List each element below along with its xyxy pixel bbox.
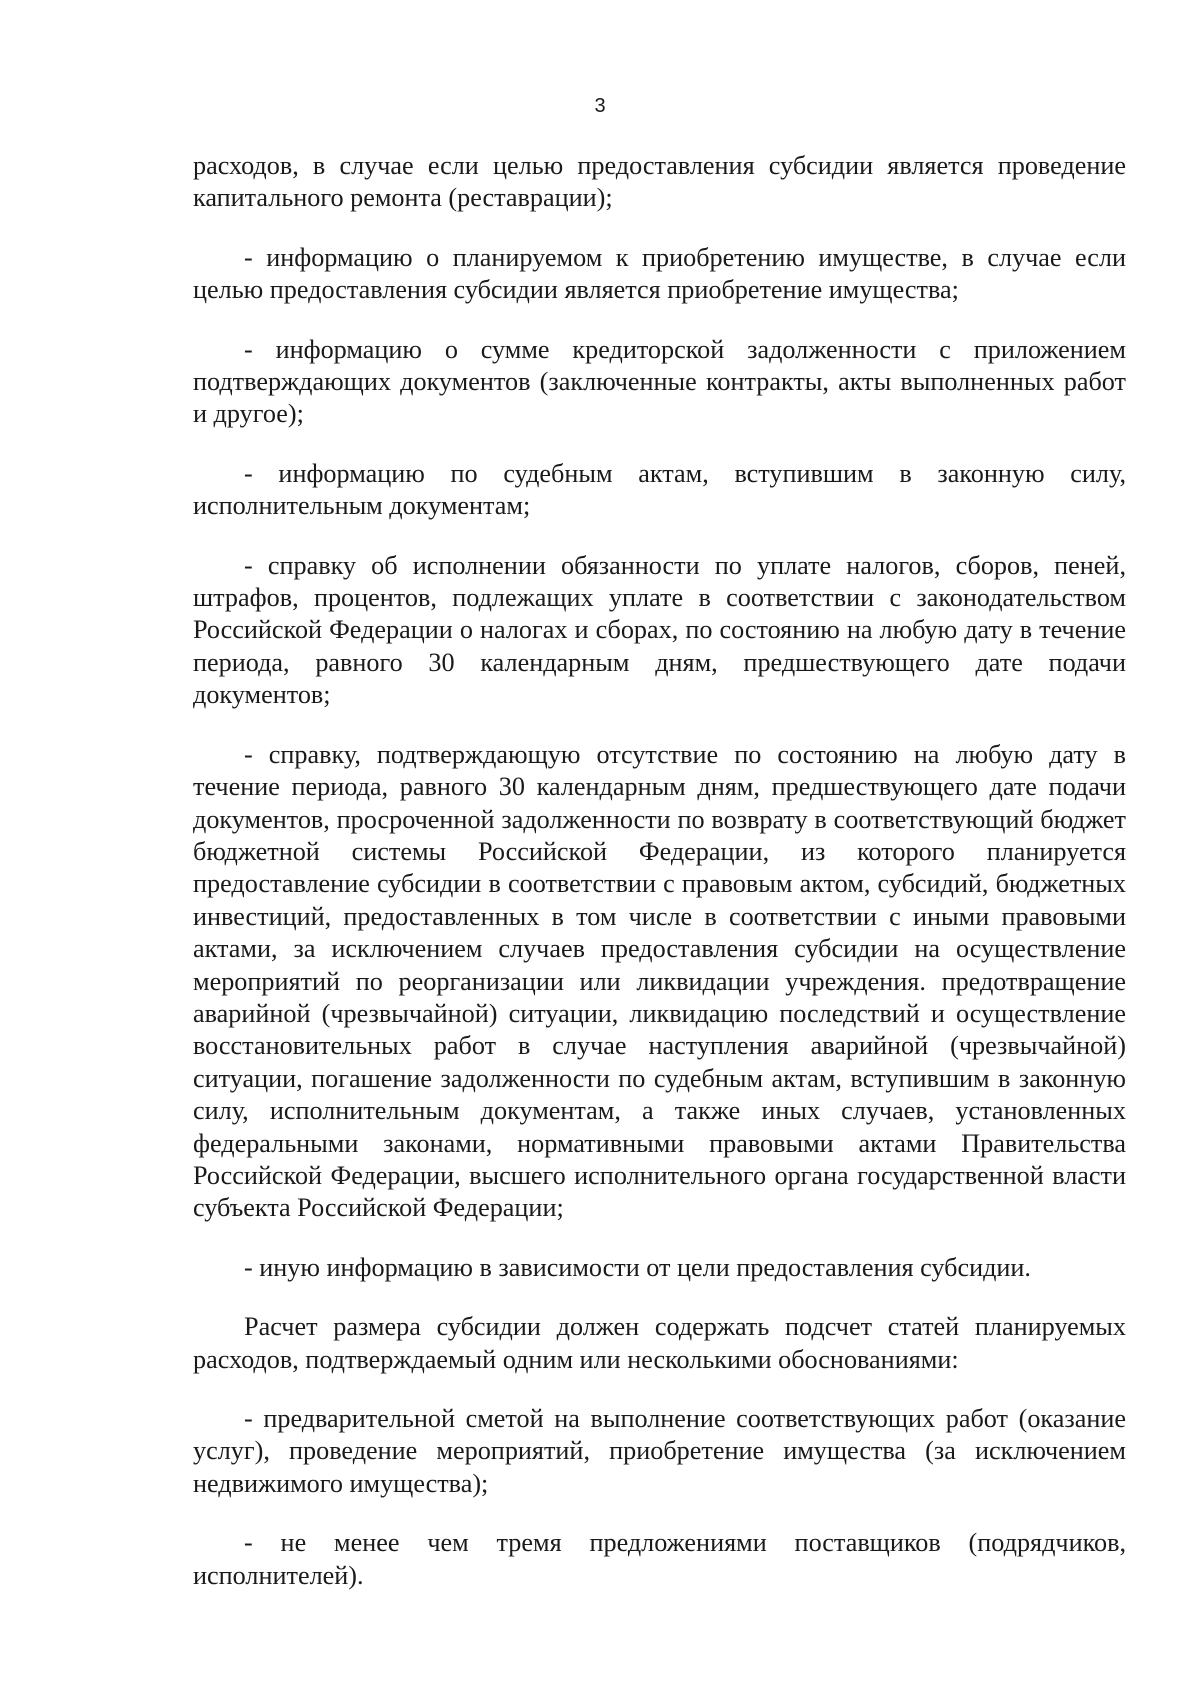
page-number: 3 — [594, 95, 606, 117]
paragraph-tax-certificate: - справку об исполнении обязанности по уплате налогов, сборов, пеней, штрафов, процентов, подлежащих уплате в соответствии с законодательством Российской Федерации о налогах и сборах, по состоянию на любую дату в течение периода, равного 30 календарным дням, предшествующего дате подачи документов; — [193, 550, 1126, 710]
paragraph-creditor-debt: - информацию о сумме кредиторской задолженности с приложением подтверждающих документов (заключенные контракты, акты выполненных работ и другое); — [193, 334, 1126, 429]
paragraph-court-acts: - информацию по судебным актам, вступившим в законную силу, исполнительным документам; — [193, 458, 1126, 521]
paragraph-no-overdue-debt: - справку, подтверждающую отсутствие по состоянию на любую дату в течение периода, равного 30 календарным дням, предшествующего дате подачи документов, просроченной задолженности по возврату в соответствующий бюджет бюджетной системы Российской Федерации, из которого планируется предоставление субсидии в соответствии с правовым актом, субсидий, бюджетных инвестиций, предоставленных в том числе в соответствии с иными правовыми актами, за исключением случаев предоставления субсидии на осуществление мероприятий по реорганизации или ликвидации учреждения. предотвращение аварийной (чрезвычайной) ситуации, ликвидацию последствий и осуществление восстановительных работ в случае наступления аварийной (чрезвычайной) ситуации, погашение задолженности по судебным актам, вступившим в законную силу, исполнительным документам, а также иных случаев, установленных федеральными законами, нормативными правовыми актами Правительства Российской Федерации, высшего исполнительного органа государственной власти субъекта Российской Федерации; — [193, 739, 1126, 1223]
paragraph-continuation: расходов, в случае если целью предоставления субсидии является проведение капитального ремонта (реставрации); — [193, 151, 1126, 213]
paragraph-preliminary-estimate: - предварительной сметой на выполнение соответствующих работ (оказание услуг), проведение мероприятий, приобретение имущества (за исключением недвижимого имущества); — [193, 1404, 1126, 1498]
paragraph-other-info: - иную информацию в зависимости от цели предоставления субсидии. — [244, 1252, 1031, 1282]
paragraph-property-info: - информацию о планируемом к приобретению имуществе, в случае если целью предоставления субсидии является приобретение имущества; — [193, 242, 1126, 305]
paragraph-subsidy-calculation: Расчет размера субсидии должен содержать подсчет статей планируемых расходов, подтверждаемый одним или несколькими обоснованиями: — [193, 1312, 1126, 1374]
document-body — [193, 150, 1126, 1619]
paragraph-supplier-offers: - не менее чем тремя предложениями поставщиков (подрядчиков, исполнителей). — [193, 1528, 1126, 1590]
